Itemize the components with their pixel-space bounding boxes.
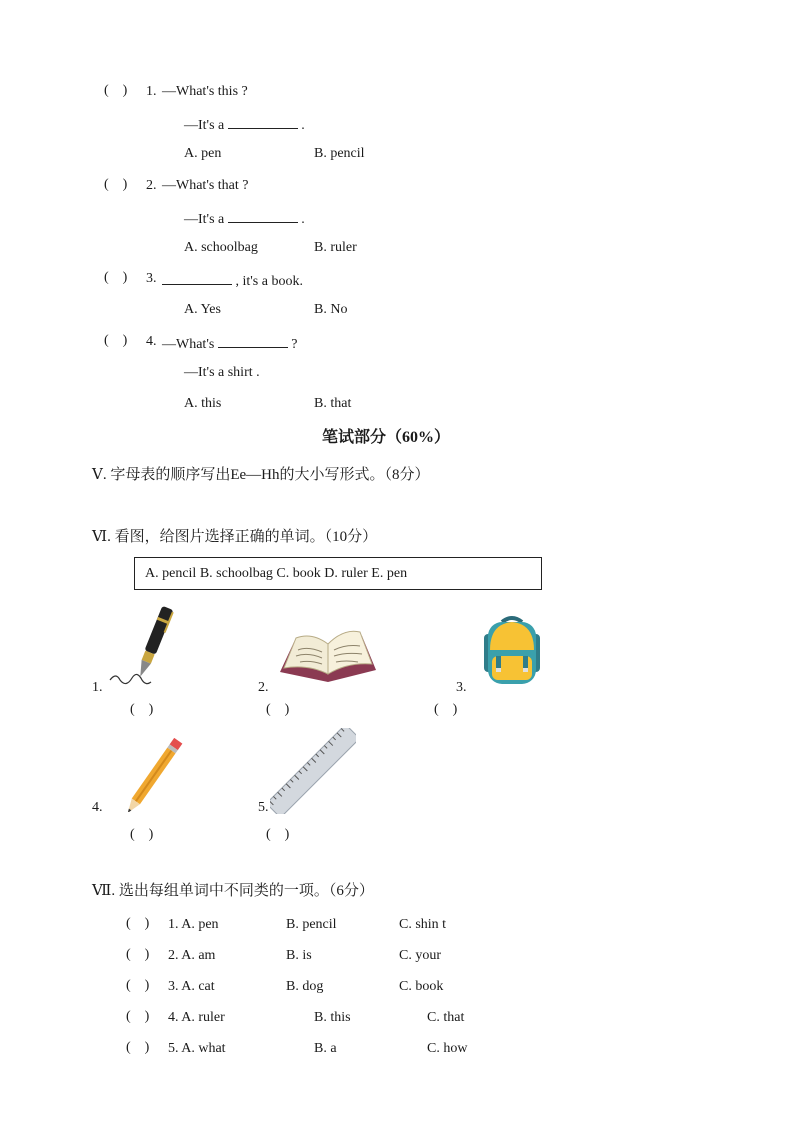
q2-option-b: B. ruler bbox=[314, 240, 357, 255]
q4-option-b: B. that bbox=[314, 396, 352, 411]
sec7-row-1-paren[interactable]: ( ) bbox=[126, 916, 150, 931]
sec7-row-4-a: 4. A. ruler bbox=[168, 1010, 225, 1025]
picture-2-number: 2. bbox=[258, 680, 269, 695]
q1-answer-suffix: . bbox=[301, 118, 305, 133]
q1-option-a: A. pen bbox=[184, 146, 222, 161]
ruler-icon bbox=[270, 728, 356, 814]
picture-5-number: 5. bbox=[258, 800, 269, 815]
picture-1-paren[interactable]: ( ) bbox=[130, 702, 154, 717]
q4-paren[interactable]: ( ) bbox=[104, 333, 128, 348]
q2-answer-prefix: —It's a bbox=[184, 212, 225, 227]
sec7-row-3-b: B. dog bbox=[286, 979, 324, 994]
q2-blank[interactable] bbox=[228, 210, 298, 223]
written-section-title: 笔试部分（60%） bbox=[322, 429, 451, 446]
picture-5-paren[interactable]: ( ) bbox=[266, 827, 290, 842]
q1-option-b: B. pencil bbox=[314, 146, 365, 161]
word-options: A. pencil B. schoolbag C. book D. ruler E. pen bbox=[145, 566, 408, 581]
q3-option-a: A. Yes bbox=[184, 302, 221, 317]
q3-number: 3. bbox=[146, 271, 157, 286]
sec7-row-1-b: B. pencil bbox=[286, 917, 337, 932]
q4-question-prefix: —What's bbox=[162, 337, 215, 352]
q4-answer: —It's a shirt . bbox=[184, 365, 260, 380]
q1-question: —What's this ? bbox=[162, 84, 248, 99]
q3-paren[interactable]: ( ) bbox=[104, 270, 128, 285]
sec7-row-5-c: C. how bbox=[427, 1041, 468, 1056]
sec7-row-2-a: 2. A. am bbox=[168, 948, 216, 963]
q3-question bbox=[162, 272, 303, 289]
q3-blank[interactable] bbox=[162, 272, 232, 285]
backpack-icon bbox=[480, 614, 544, 686]
q2-answer bbox=[184, 210, 305, 227]
q3-option-b: B. No bbox=[314, 302, 348, 317]
q4-blank[interactable] bbox=[218, 335, 288, 348]
sec7-row-2-b: B. is bbox=[286, 948, 312, 963]
sec7-row-5-a: 5. A. what bbox=[168, 1041, 226, 1056]
picture-4-number: 4. bbox=[92, 800, 103, 815]
sec7-row-3-a: 3. A. cat bbox=[168, 979, 215, 994]
sec7-row-4-paren[interactable]: ( ) bbox=[126, 1009, 150, 1024]
section-6-title: Ⅵ. 看图，给图片选择正确的单词。（10分） bbox=[92, 529, 378, 545]
q4-number: 4. bbox=[146, 334, 157, 349]
q1-answer-prefix: —It's a bbox=[184, 118, 225, 133]
sec7-row-2-paren[interactable]: ( ) bbox=[126, 947, 150, 962]
q3-question-suffix: , it's a book. bbox=[235, 274, 303, 289]
sec7-row-3-c: C. book bbox=[399, 979, 444, 994]
q1-number: 1. bbox=[146, 84, 157, 99]
q4-question bbox=[162, 335, 298, 352]
q4-option-a: A. this bbox=[184, 396, 222, 411]
fountain-pen-icon bbox=[106, 600, 196, 692]
sec7-row-5-paren[interactable]: ( ) bbox=[126, 1040, 150, 1055]
q4-question-suffix: ? bbox=[291, 337, 298, 352]
sec7-row-4-b: B. this bbox=[314, 1010, 351, 1025]
q2-number: 2. bbox=[146, 178, 157, 193]
word-options-box bbox=[134, 557, 542, 590]
sec7-row-1-c: C. shin t bbox=[399, 917, 447, 932]
picture-3-paren[interactable]: ( ) bbox=[434, 702, 458, 717]
sec7-row-3-paren[interactable]: ( ) bbox=[126, 978, 150, 993]
q1-answer bbox=[184, 116, 305, 133]
section-5-title: Ⅴ. 字母表的顺序写出Ee—Hh的大小写形式。（8分） bbox=[92, 467, 430, 483]
q1-paren[interactable]: ( ) bbox=[104, 83, 128, 98]
pencil-icon bbox=[118, 738, 188, 812]
q1-blank[interactable] bbox=[228, 116, 298, 129]
q2-question: —What's that ? bbox=[162, 178, 249, 193]
picture-1-number: 1. bbox=[92, 680, 103, 695]
picture-2-paren[interactable]: ( ) bbox=[266, 702, 290, 717]
q2-option-a: A. schoolbag bbox=[184, 240, 258, 255]
sec7-row-4-c: C. that bbox=[427, 1010, 465, 1025]
q2-paren[interactable]: ( ) bbox=[104, 177, 128, 192]
sec7-row-5-b: B. a bbox=[314, 1041, 337, 1056]
sec7-row-2-c: C. your bbox=[399, 948, 441, 963]
open-book-icon bbox=[276, 628, 380, 684]
picture-4-paren[interactable]: ( ) bbox=[130, 827, 154, 842]
sec7-row-1-a: 1. A. pen bbox=[168, 917, 219, 932]
section-7-title: Ⅶ. 选出每组单词中不同类的一项。（6分） bbox=[92, 883, 374, 899]
q2-answer-suffix: . bbox=[301, 212, 305, 227]
picture-3-number: 3. bbox=[456, 680, 467, 695]
